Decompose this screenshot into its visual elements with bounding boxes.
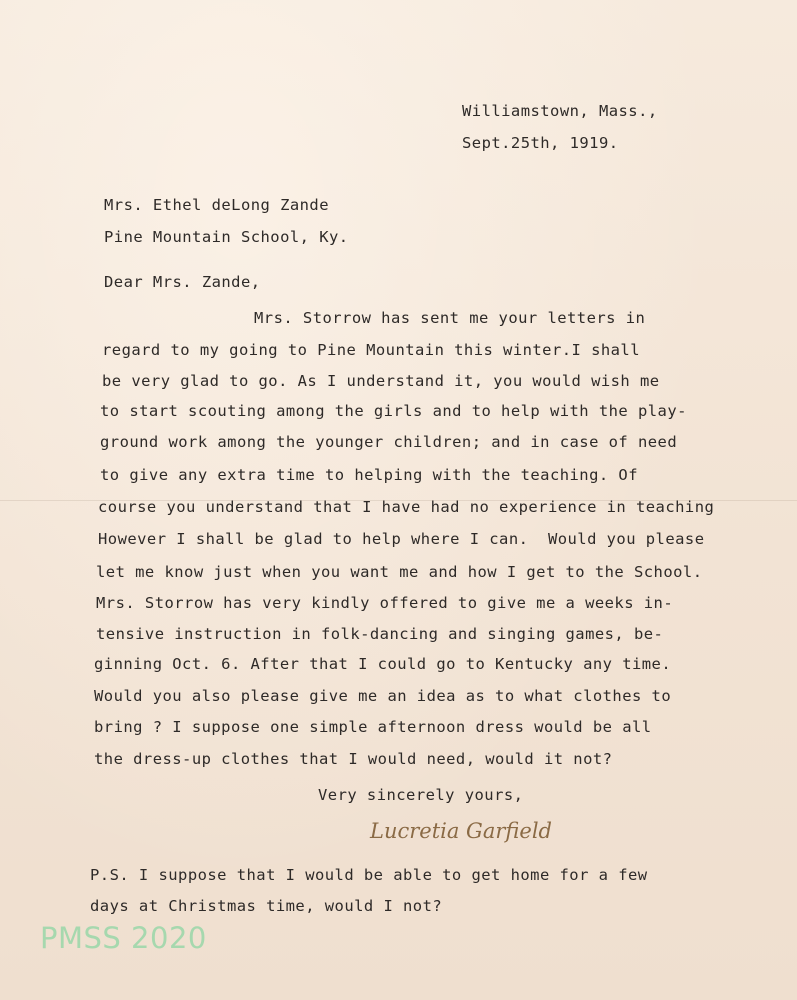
body-line: Mrs. Storrow has sent me your letters in: [254, 309, 646, 327]
body-line: be very glad to go. As I understand it, you would wish me: [102, 372, 660, 390]
signature-text: Lucretia Garfield: [370, 819, 552, 843]
body-line: to start scouting among the girls and to help with the play-: [100, 402, 687, 420]
body-line: tensive instruction in folk-dancing and singing games, be-: [96, 625, 664, 643]
handwritten-signature: [368, 812, 568, 852]
body-line: However I shall be glad to help where I can. Would you please: [98, 530, 705, 548]
body-line: regard to my going to Pine Mountain this winter.I shall: [102, 341, 640, 359]
salutation: Dear Mrs. Zande,: [104, 273, 261, 291]
recipient-name: Mrs. Ethel deLong Zande: [104, 196, 329, 214]
letter-place: Williamstown, Mass.,: [462, 102, 658, 120]
archive-watermark: PMSS 2020: [40, 921, 207, 955]
postscript-line: P.S. I suppose that I would be able to get home for a few: [90, 866, 648, 884]
body-line: let me know just when you want me and how I get to the School.: [96, 563, 703, 581]
letter-date: Sept.25th, 1919.: [462, 134, 619, 152]
body-line: ground work among the younger children; and in case of need: [100, 433, 678, 451]
body-line: course you understand that I have had no experience in teaching: [98, 498, 715, 516]
body-line: bring ? I suppose one simple afternoon dress would be all: [94, 718, 652, 736]
postscript-line: days at Christmas time, would I not?: [90, 897, 443, 915]
recipient-address: Pine Mountain School, Ky.: [104, 228, 349, 246]
body-line: Would you also please give me an idea as to what clothes to: [94, 687, 672, 705]
body-line: Mrs. Storrow has very kindly offered to give me a weeks in-: [96, 594, 674, 612]
body-line: ginning Oct. 6. After that I could go to Kentucky any time.: [94, 655, 672, 673]
body-line: the dress-up clothes that I would need, would it not?: [94, 750, 613, 768]
closing: Very sincerely yours,: [318, 786, 524, 804]
body-line: to give any extra time to helping with the teaching. Of: [100, 466, 638, 484]
